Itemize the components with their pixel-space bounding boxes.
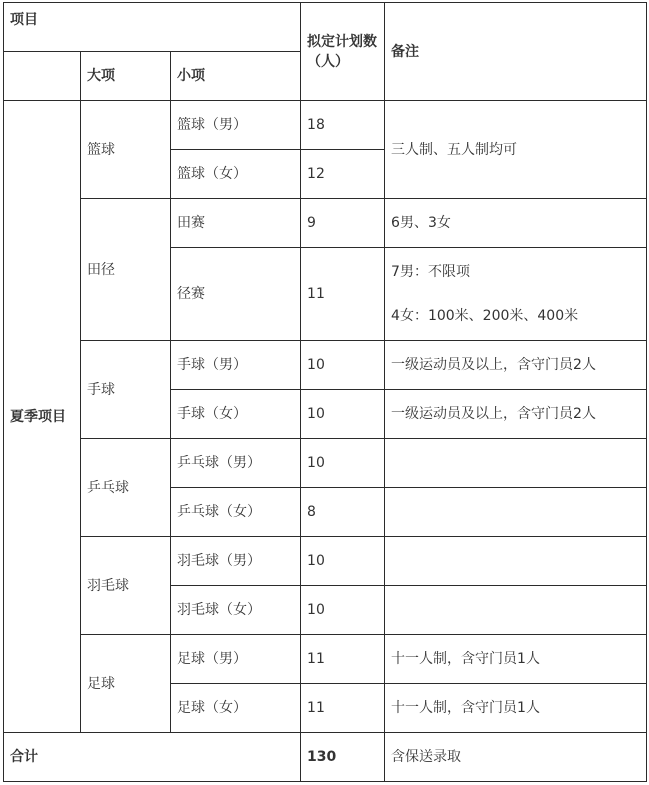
remark-cell	[385, 248, 647, 341]
remark-cell: 十一人制，含守门员1人	[385, 635, 647, 684]
count-cell: 10	[301, 390, 385, 439]
remark-cell	[385, 488, 647, 537]
subitem-cell: 足球（女）	[171, 684, 301, 733]
remark-cell	[385, 537, 647, 586]
remark-cell: 6男、3女	[385, 199, 647, 248]
subitem-cell: 足球（男）	[171, 635, 301, 684]
subitem-cell: 手球（女）	[171, 390, 301, 439]
count-cell: 11	[301, 248, 385, 341]
header-subitem: 小项	[171, 52, 301, 101]
count-cell: 11	[301, 635, 385, 684]
count-cell: 10	[301, 341, 385, 390]
subitem-cell: 手球（男）	[171, 341, 301, 390]
remark-cell: 一级运动员及以上，含守门员2人	[385, 390, 647, 439]
subitem-cell: 羽毛球（女）	[171, 586, 301, 635]
subitem-cell: 乒乓球（女）	[171, 488, 301, 537]
subitem-cell: 篮球（男）	[171, 101, 301, 150]
subitem-cell: 篮球（女）	[171, 150, 301, 199]
subitem-cell: 径赛	[171, 248, 301, 341]
count-cell: 12	[301, 150, 385, 199]
remark-cell: 十一人制，含守门员1人	[385, 684, 647, 733]
total-label: 合计	[4, 733, 301, 782]
count-cell: 9	[301, 199, 385, 248]
category-cell: 田径	[81, 199, 171, 341]
header-planned: 拟定计划数（人）	[301, 3, 385, 101]
count-cell: 18	[301, 101, 385, 150]
header-empty-cell	[4, 52, 81, 101]
category-cell: 篮球	[81, 101, 171, 199]
remark-cell: 一级运动员及以上，含守门员2人	[385, 341, 647, 390]
subitem-cell: 羽毛球（男）	[171, 537, 301, 586]
header-category: 大项	[81, 52, 171, 101]
category-cell: 羽毛球	[81, 537, 171, 635]
season-label: 夏季项目	[4, 101, 81, 733]
remark-cell	[385, 586, 647, 635]
count-cell: 10	[301, 586, 385, 635]
subitem-cell: 乒乓球（男）	[171, 439, 301, 488]
category-cell: 手球	[81, 341, 171, 439]
count-cell: 10	[301, 439, 385, 488]
header-project: 项目	[4, 3, 301, 52]
count-cell: 8	[301, 488, 385, 537]
count-cell: 11	[301, 684, 385, 733]
header-remarks: 备注	[385, 3, 647, 101]
remark-line: 7男：不限项	[391, 264, 470, 280]
recruitment-plan-table	[3, 2, 647, 782]
remark-cell: 三人制、五人制均可	[385, 101, 647, 199]
total-remark: 含保送录取	[385, 733, 647, 782]
count-cell: 10	[301, 537, 385, 586]
subitem-cell: 田赛	[171, 199, 301, 248]
remark-line: 4女：100米、200米、400米	[391, 308, 579, 324]
category-cell: 足球	[81, 635, 171, 733]
remark-cell	[385, 439, 647, 488]
total-count: 130	[301, 733, 385, 782]
category-cell: 乒乓球	[81, 439, 171, 537]
